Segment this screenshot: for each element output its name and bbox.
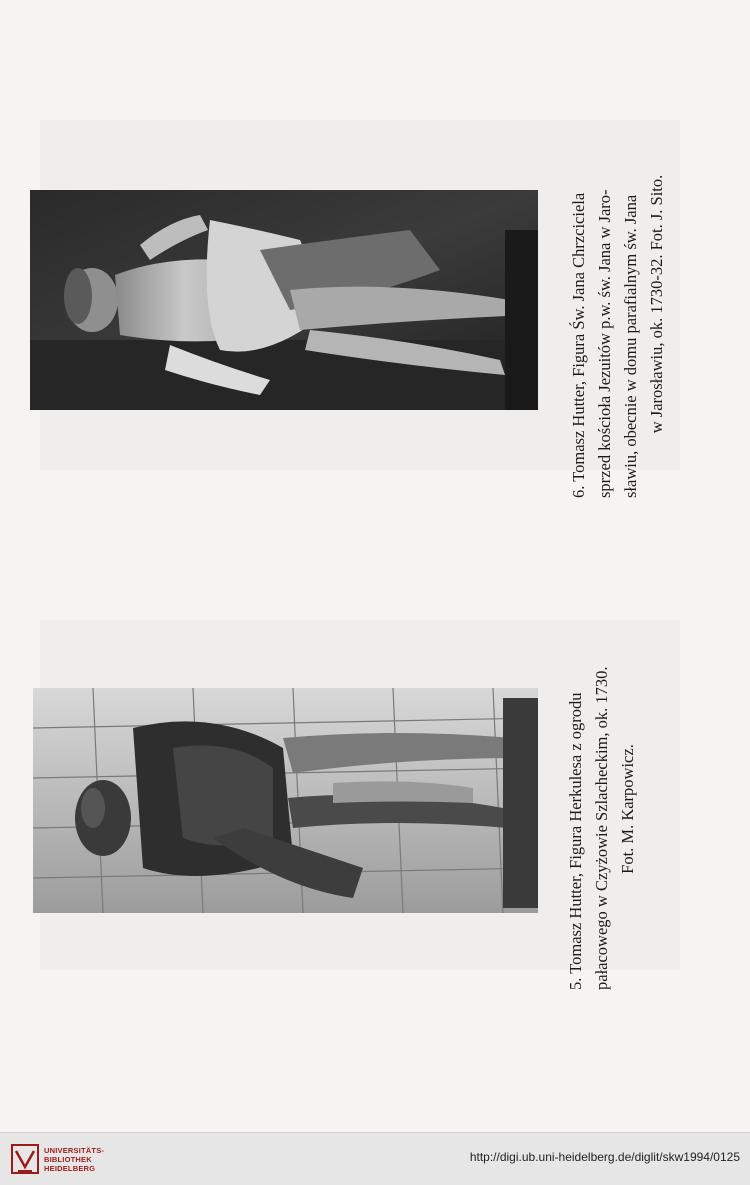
figure6-caption [566,110,670,498]
caption-line: 6. Tomasz Hutter, Figura Św. Jana Chrzciciela [569,192,588,498]
figure5-caption [563,628,641,990]
caption-line: sprzed kościoła Jezuitów p.w. św. Jana w Jaro- [595,189,614,498]
logo-line: BIBLIOTHEK [44,1155,92,1164]
logo-line: HEIDELBERG [44,1164,96,1173]
caption-line: sławiu, obecnie w domu parafialnym św. Jana [621,194,640,498]
page-url-link[interactable]: http://digi.ub.uni-heidelberg.de/diglit/skw1994/0125 [469,1150,740,1164]
caption-line: w Jarosławiu, ok. 1730-32. Fot. J. Sito. [647,174,666,434]
caption-line: pałacowego w Czyżowie Szlacheckim, ok. 1730. [592,666,611,990]
library-logo-text [44,1146,104,1173]
logo-line: UNIVERSITÄTS- [44,1146,105,1155]
caption-line: Fot. M. Karpowicz. [618,744,637,874]
figure6-photo [30,190,538,410]
figure5-photo [33,688,538,913]
caption-line: 5. Tomasz Hutter, Figura Herkulesa z ogrodu [566,692,585,990]
footer-bar [0,1132,750,1185]
library-logo-icon [10,1143,40,1175]
